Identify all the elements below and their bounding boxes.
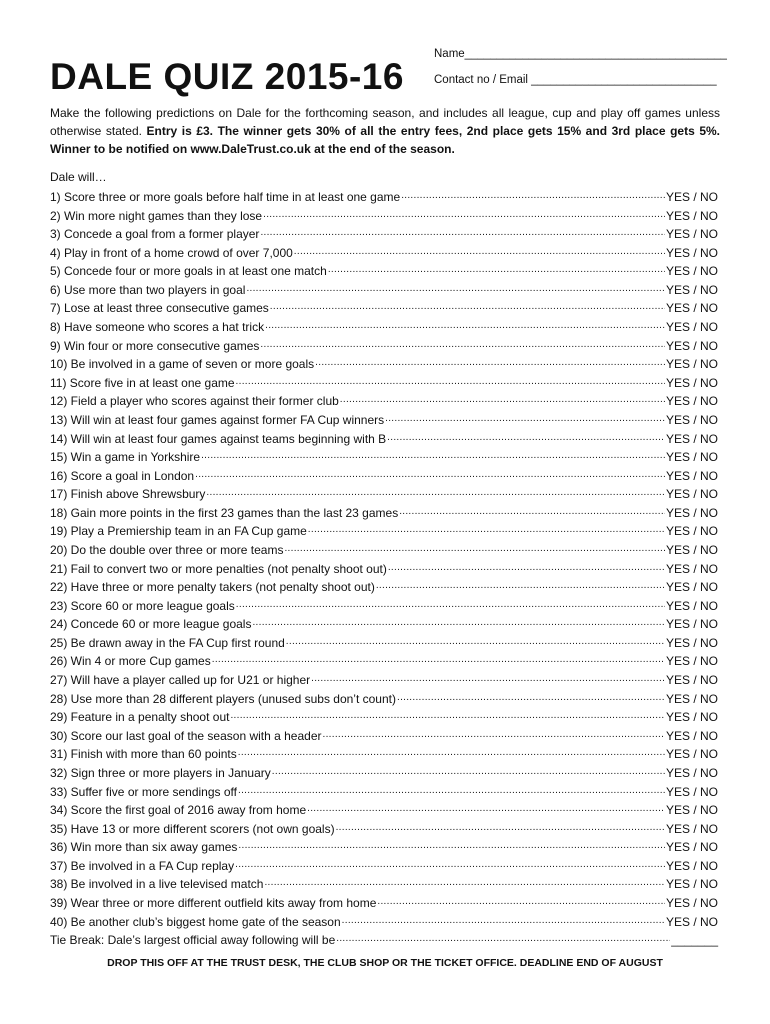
yes-no-answer: YES / NO [665,598,718,613]
yes-no-answer: YES / NO [665,524,718,539]
yes-no-answer: YES / NO [665,895,718,910]
question-row [50,374,718,393]
question-text: 18) Gain more points in the first 23 games than the last 23 games [50,505,399,520]
dot-leader [311,671,665,690]
dot-leader [308,522,665,541]
question-row [50,355,718,374]
question-row [50,690,718,709]
question-text: 15) Win a game in Yorkshire [50,450,201,465]
yes-no-answer: YES / NO [665,320,718,335]
dot-leader [294,244,665,263]
yes-no-answer: YES / NO [665,803,718,818]
yes-no-answer: YES / NO [665,301,718,316]
dot-leader [315,355,665,374]
dot-leader [206,485,665,504]
yes-no-answer: YES / NO [665,784,718,799]
yes-no-answer: YES / NO [665,431,718,446]
dot-leader [238,783,665,802]
dot-leader [340,392,665,411]
yes-no-answer: YES / NO [665,227,718,242]
question-text: 32) Sign three or more players in January [50,765,271,780]
question-row [50,299,718,318]
question-text: 26) Win 4 or more Cup games [50,654,211,669]
question-text: 9) Win four or more consecutive games [50,338,260,353]
yes-no-answer: YES / NO [665,338,718,353]
question-text: 23) Score 60 or more league goals [50,598,235,613]
dot-leader [397,690,665,709]
question-row [50,392,718,411]
question-row [50,225,718,244]
yes-no-answer: YES / NO [665,282,718,297]
question-row [50,448,718,467]
yes-no-answer: YES / NO [665,375,718,390]
question-row [50,820,718,839]
question-text: 6) Use more than two players in goal [50,282,246,297]
question-row [50,708,718,727]
question-row [50,522,718,541]
dot-leader [260,337,665,356]
dot-leader [336,931,670,949]
question-row [50,634,718,653]
intro-bold-text: Entry is £3. The winner gets 30% of all the entry fees, 2nd place gets 15% and 3rd place gets 5%. Winner to be notified on www.DaleTrust.co.uk at the end of the season. [50,124,720,156]
question-text: 16) Score a goal in London [50,468,195,483]
question-row [50,337,718,356]
question-text: 14) Will win at least four games against teams beginning with B [50,431,387,446]
dot-leader [284,541,665,560]
question-text: 19) Play a Premiership team in an FA Cup game [50,524,307,539]
dot-leader [212,652,665,671]
question-row [50,578,718,597]
question-text: 34) Score the first goal of 2016 away from home [50,803,307,818]
dot-leader [260,225,665,244]
question-text: 20) Do the double over three or more teams [50,542,284,557]
yes-no-answer: YES / NO [665,673,718,688]
question-row [50,615,718,634]
question-row [50,745,718,764]
question-row [50,727,718,746]
tie-break-line [50,931,718,949]
question-text: 4) Play in front of a home crowd of over 7,000 [50,245,293,260]
question-text: 24) Concede 60 or more league goals [50,617,252,632]
question-text: 12) Field a player who scores against their former club [50,394,339,409]
dot-leader [235,857,665,876]
question-text: 2) Win more night games than they lose [50,208,263,223]
footer-instructions: DROP THIS OFF AT THE TRUST DESK, THE CLUB SHOP OR THE TICKET OFFICE. DEADLINE END OF AUGUST [107,957,663,969]
yes-no-answer: YES / NO [665,877,718,892]
yes-no-answer: YES / NO [665,450,718,465]
question-text: 1) Score three or more goals before half time in at least one game [50,190,401,204]
question-row [50,764,718,783]
dot-leader [286,634,665,653]
question-text: 33) Suffer five or more sendings off [50,784,237,799]
question-row [50,430,718,449]
dot-leader [270,299,665,318]
dot-leader [388,560,665,579]
dot-leader [307,801,665,820]
question-row [50,244,718,263]
question-row [50,504,718,523]
question-text: 28) Use more than 28 different players (unused subs don’t count) [50,691,396,706]
question-row [50,207,718,226]
question-row [50,783,718,802]
question-row [50,671,718,690]
question-text: 7) Lose at least three consecutive games [50,301,269,316]
question-row [50,652,718,671]
question-row [50,894,718,913]
yes-no-answer: YES / NO [665,394,718,409]
question-row [50,875,718,894]
yes-no-answer: YES / NO [665,561,718,576]
intro-regular-text: Make the following predictions on Dale for the forthcoming season, and includes all league, cup and play off games unless otherwise stated. [50,106,720,138]
dot-leader [264,875,665,894]
question-row [50,281,718,300]
yes-no-answer: YES / NO [665,542,718,557]
question-row [50,857,718,876]
dot-leader [399,504,665,523]
question-row [50,541,718,560]
question-text: 36) Win more than six away games [50,840,238,855]
dot-leader [238,838,665,857]
question-text: 22) Have three or more penalty takers (not penalty shoot out) [50,580,375,595]
name-field: Name_________________________________________ [434,48,727,60]
question-text: 3) Concede a goal from a former player [50,227,260,242]
yes-no-answer: YES / NO [665,821,718,836]
question-text: 39) Wear three or more different outfield kits away from home [50,895,377,910]
dot-leader [401,188,665,207]
question-row [50,597,718,616]
dot-leader [201,448,665,467]
page-title: DALE QUIZ 2015-16 [50,56,404,97]
tie-break-text: Tie Break: Dale’s largest official away following will be [50,933,336,947]
question-text: 25) Be drawn away in the FA Cup first round [50,635,285,650]
dot-leader [195,467,665,486]
question-row [50,560,718,579]
dot-leader [265,318,665,337]
dot-leader [387,430,665,449]
yes-no-answer: YES / NO [665,617,718,632]
yes-no-answer: YES / NO [665,357,718,372]
question-row [50,411,718,430]
question-row [50,318,718,337]
dot-leader [328,262,665,281]
dot-leader [246,281,665,300]
dot-leader [342,913,665,932]
question-text: 10) Be involved in a game of seven or more goals [50,357,315,372]
dot-leader [252,615,665,634]
intro-paragraph [50,104,720,158]
yes-no-answer: YES / NO [665,580,718,595]
lead-in-text: Dale will… [50,170,107,184]
question-text: 29) Feature in a penalty shoot out [50,710,230,725]
yes-no-answer: YES / NO [665,710,718,725]
dot-leader [376,578,665,597]
question-text: 31) Finish with more than 60 points [50,747,237,762]
yes-no-answer: YES / NO [665,840,718,855]
question-text: 13) Will win at least four games against former FA Cup winners [50,412,385,427]
dot-leader [263,207,665,226]
question-text: 27) Will have a player called up for U21 or higher [50,673,311,688]
question-text: 30) Score our last goal of the season with a header [50,728,322,743]
question-text: 8) Have someone who scores a hat trick [50,320,265,335]
question-row [50,467,718,486]
dot-leader [377,894,665,913]
yes-no-answer: YES / NO [665,487,718,502]
question-text: 5) Concede four or more goals in at least one match [50,264,327,279]
dot-leader [272,764,665,783]
yes-no-answer: YES / NO [665,654,718,669]
contact-field: Contact no / Email _____________________________ [434,74,717,86]
question-row [50,838,718,857]
dot-leader [336,820,665,839]
question-row [50,801,718,820]
yes-no-answer: YES / NO [665,635,718,650]
yes-no-answer: YES / NO [665,747,718,762]
yes-no-answer: YES / NO [665,858,718,873]
dot-leader [230,708,665,727]
yes-no-answer: YES / NO [665,505,718,520]
question-row [50,262,718,281]
question-text: 35) Have 13 or more different scorers (not own goals) [50,821,335,836]
question-text: 40) Be another club’s biggest home gate of the season [50,914,341,929]
dot-leader [323,727,665,746]
dot-leader [236,374,665,393]
dot-leader [238,745,665,764]
yes-no-answer: YES / NO [665,765,718,780]
question-row [50,188,718,207]
question-text: 11) Score five in at least one game [50,375,235,390]
question-text: 37) Be involved in a FA Cup replay [50,858,235,873]
yes-no-answer: YES / NO [665,264,718,279]
dot-leader [236,597,665,616]
question-text: 38) Be involved in a live televised match [50,877,264,892]
dot-leader [385,411,665,430]
tie-break-blank: _______ [671,933,718,947]
yes-no-answer: YES / NO [665,412,718,427]
question-row [50,913,718,932]
yes-no-answer: YES / NO [665,728,718,743]
yes-no-answer: YES / NO [665,914,718,929]
yes-no-answer: YES / NO [665,468,718,483]
yes-no-answer: YES / NO [665,208,718,223]
question-list [50,188,718,931]
question-row [50,485,718,504]
yes-no-answer: YES / NO [665,245,718,260]
yes-no-answer: YES / NO [665,190,718,204]
question-text: 21) Fail to convert two or more penalties (not penalty shoot out) [50,561,387,576]
question-text: 17) Finish above Shrewsbury [50,487,206,502]
yes-no-answer: YES / NO [665,691,718,706]
